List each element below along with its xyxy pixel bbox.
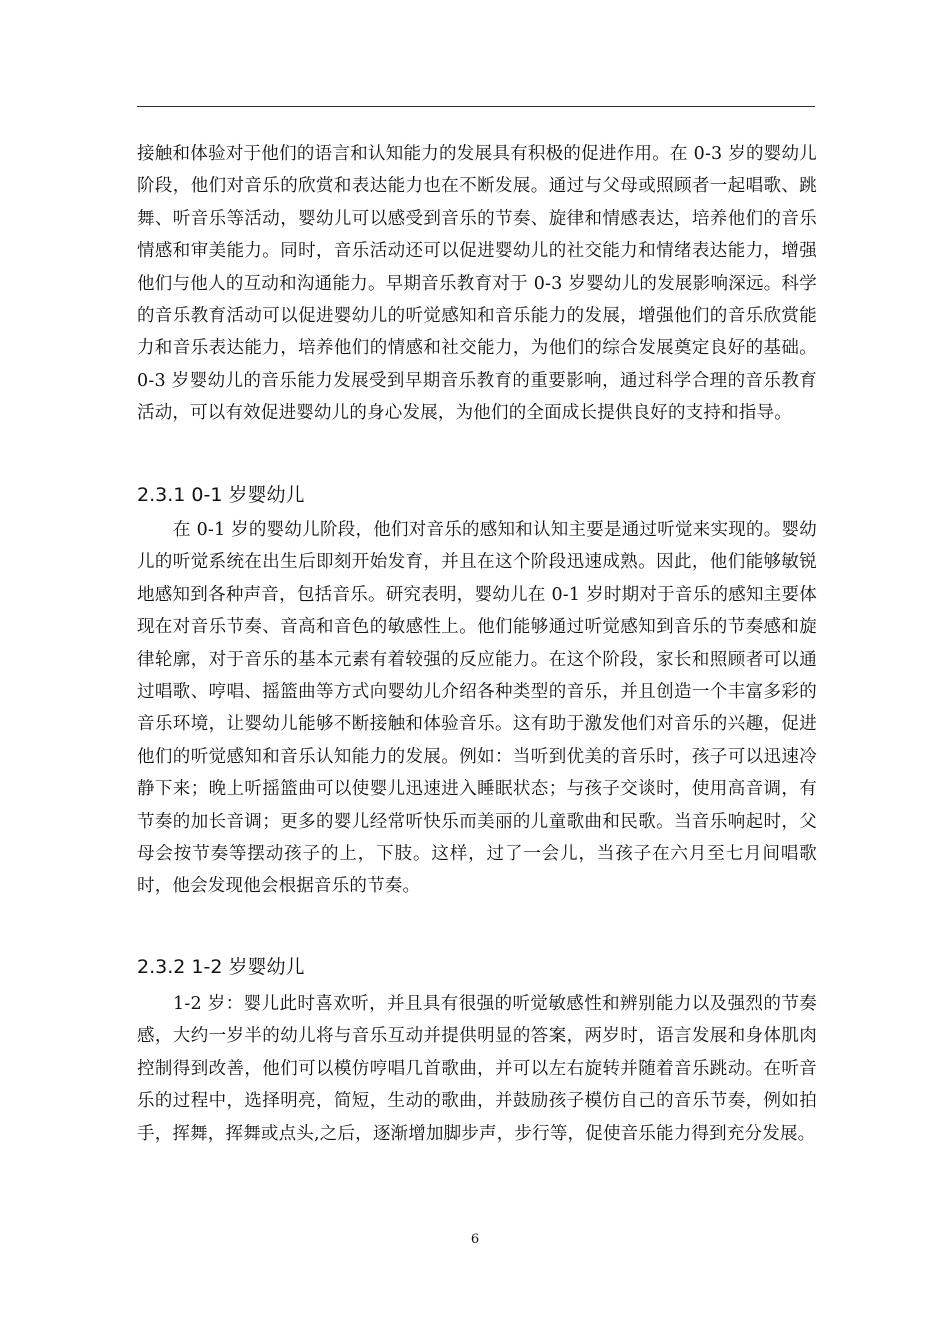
section-paragraph-2-3-1: 在 0-1 岁的婴幼儿阶段，他们对音乐的感知和认知主要是通过听觉来实现的。婴幼儿的听觉系统在出生后即刻开始发育，并且在这个阶段迅速成熟。因此，他们能够敏锐地感知到各种声音，包括音乐。研究表明，婴幼儿在 0-1 岁时期对于音乐的感知主要体现在对音乐节奏、音高和音色的敏感性上。他们能够通过听觉感知到音乐的节奏感和旋律轮廓，对于音乐的基本元素有着较强的反应能力。在这个阶段，家长和照顾者可以通过唱歌、哼唱、摇篮曲等方式向婴幼儿介绍各种类型的音乐，并且创造一个丰富多彩的音乐环境，让婴幼儿能够不断接触和体验音乐。这有助于激发他们对音乐的兴趣，促进他们的听觉感知和音乐认知能力的发展。例如：当听到优美的音乐时，孩子可以迅速冷静下来；晚上听摇篮曲可以使婴儿迅速进入睡眠状态；与孩子交谈时，使用高音调，有节奏的加长音调；更多的婴儿经常听快乐而美丽的儿童歌曲和民歌。当音乐响起时，父母会按节奏等摆动孩子的上，下肢。这样，过了一会儿，当孩子在六月至七月间唱歌时，他会发现他会根据音乐的节奏。 (137, 520, 817, 897)
section-heading-2-3-1: 2.3.1 0-1 岁婴幼儿 (137, 484, 305, 506)
section-heading-2-3-2: 2.3.2 1-2 岁婴幼儿 (137, 956, 305, 978)
page-number: 6 (470, 1232, 480, 1247)
section-paragraph-2-3-2: 1-2 岁：婴儿此时喜欢听，并且具有很强的听觉敏感性和辨别能力以及强烈的节奏感，大约一岁半的幼儿将与音乐互动并提供明显的答案，两岁时，语言发展和身体肌肉控制得到改善，他们可以模仿哼唱几首歌曲，并可以左右旋转并随着音乐跳动。在听音乐的过程中，选择明亮，简短，生动的歌曲，并鼓励孩子模仿自己的音乐节奏，例如拍手，挥舞，挥舞或点头,之后，逐渐增加脚步声，步行等，促使音乐能力得到充分发展。 (137, 994, 817, 1144)
continuation-paragraph: 接触和体验对于他们的语言和认知能力的发展具有积极的促进作用。在 0-3 岁的婴幼儿阶段，他们对音乐的欣赏和表达能力也在不断发展。通过与父母或照顾者一起唱歌、跳舞、听音乐等活动，婴幼儿可以感受到音乐的节奏、旋律和情感表达，培养他们的音乐情感和审美能力。同时，音乐活动还可以促进婴幼儿的社交能力和情绪表达能力，增强他们与他人的互动和沟通能力。早期音乐教育对于 0-3 岁婴幼儿的发展影响深远。科学的音乐教育活动可以促进婴幼儿的听觉感知和音乐能力的发展，增强他们的音乐欣赏能力和音乐表达能力，培养他们的情感和社交能力，为他们的综合发展奠定良好的基础。0-3 岁婴幼儿的音乐能力发展受到早期音乐教育的重要影响，通过科学合理的音乐教育活动，可以有效促进婴幼儿的身心发展，为他们的全面成长提供良好的支持和指导。 (137, 144, 817, 424)
header-rule (137, 106, 815, 107)
